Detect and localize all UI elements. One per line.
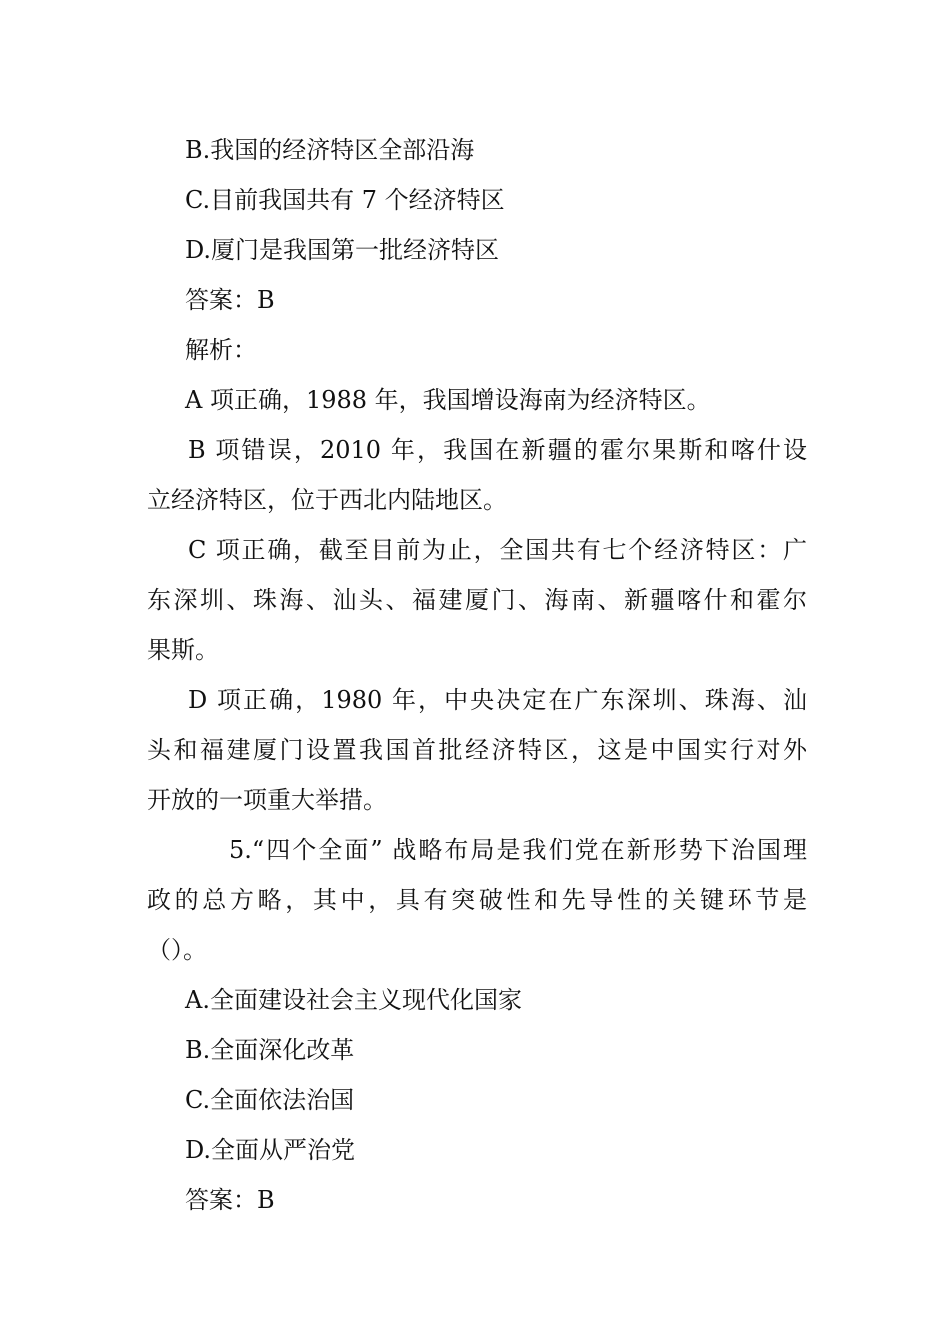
q4-answer: 答案：B bbox=[185, 286, 275, 314]
q4-analysis-b-line2: 立经济特区，位于西北内陆地区。 bbox=[147, 486, 507, 514]
q5-option-d: D.全面从严治党 bbox=[185, 1136, 356, 1164]
q4-analysis-c-line1: C 项正确，截至目前为止，全国共有七个经济特区：广 bbox=[188, 536, 807, 564]
q5-option-b: B.全面深化改革 bbox=[185, 1036, 355, 1064]
q5-stem-line3: （）。 bbox=[147, 936, 207, 964]
q4-analysis-d-line2: 头和福建厦门设置我国首批经济特区，这是中国实行对外 bbox=[147, 736, 807, 764]
q4-option-b: B.我国的经济特区全部沿海 bbox=[185, 136, 475, 164]
q4-analysis-d-line3: 开放的一项重大举措。 bbox=[147, 786, 387, 814]
q4-analysis-b-line1: B 项错误，2010 年，我国在新疆的霍尔果斯和喀什设 bbox=[188, 436, 807, 464]
q5-stem-line2: 政的总方略，其中，具有突破性和先导性的关键环节是 bbox=[147, 886, 807, 914]
q5-option-a: A.全面建设社会主义现代化国家 bbox=[185, 986, 522, 1014]
q4-option-d: D.厦门是我国第一批经济特区 bbox=[185, 236, 500, 264]
q5-option-c: C.全面依法治国 bbox=[185, 1086, 355, 1114]
q5-answer: 答案：B bbox=[185, 1186, 275, 1214]
q4-analysis-c-line3: 果斯。 bbox=[147, 636, 219, 664]
q4-analysis-d-line1: D 项正确，1980 年，中央决定在广东深圳、珠海、汕 bbox=[188, 686, 807, 714]
q4-analysis-label: 解析： bbox=[185, 336, 257, 364]
q5-stem-line1: 5.“四个全面” 战略布局是我们党在新形势下治国理 bbox=[229, 836, 807, 864]
q4-analysis-a: A 项正确，1988 年，我国增设海南为经济特区。 bbox=[185, 386, 711, 414]
q4-analysis-c-line2: 东深圳、珠海、汕头、福建厦门、海南、新疆喀什和霍尔 bbox=[147, 586, 807, 614]
q4-option-c: C.目前我国共有 7 个经济特区 bbox=[185, 186, 505, 214]
